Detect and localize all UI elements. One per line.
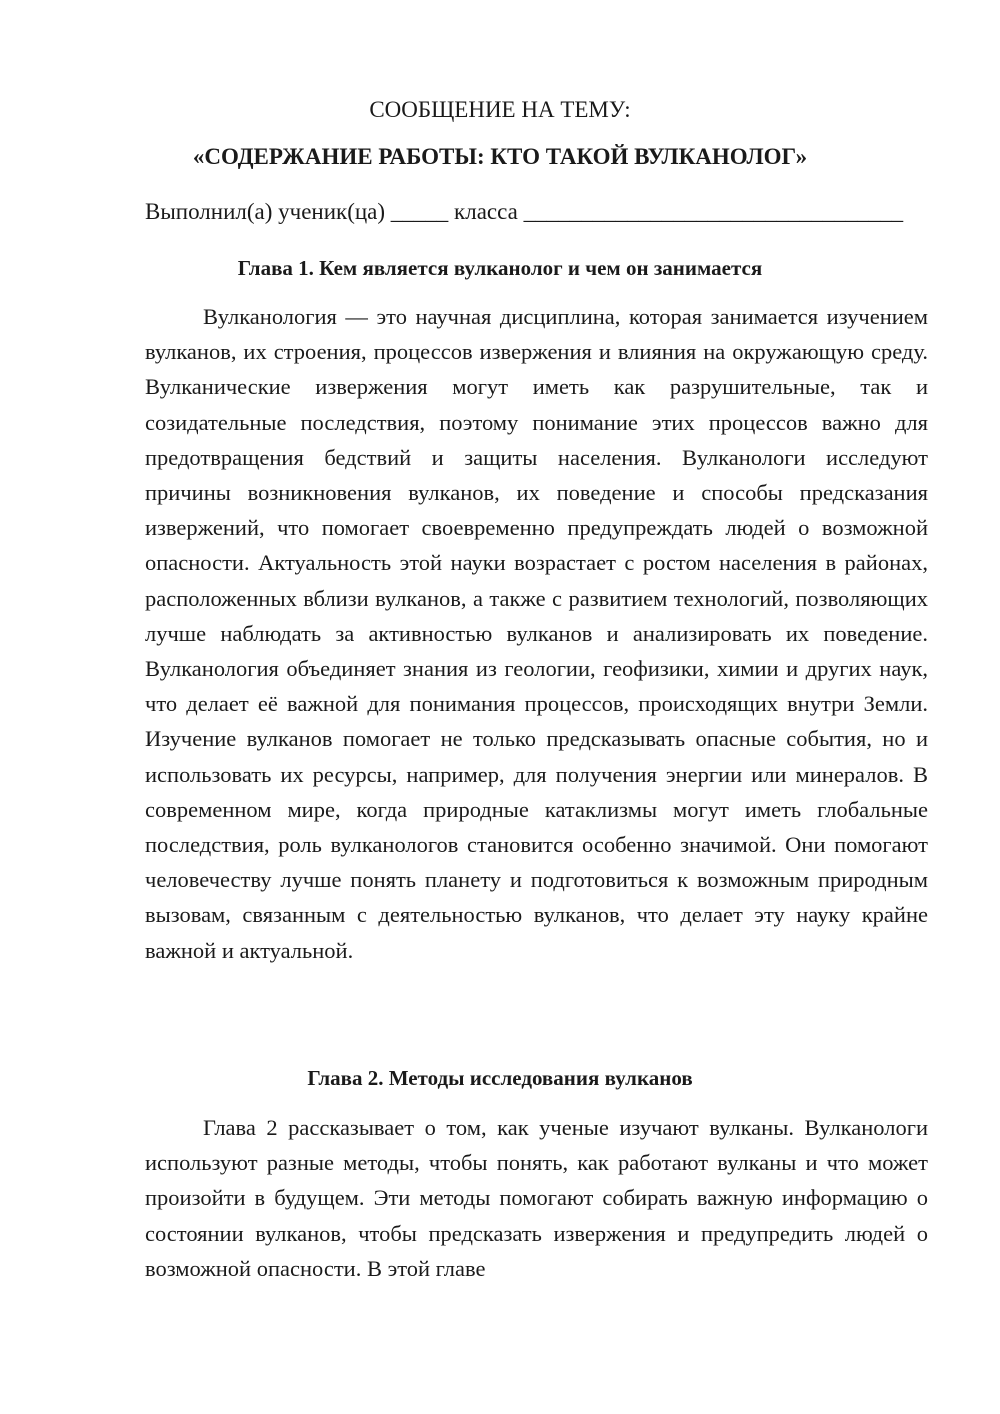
author-byline: Выполнил(а) ученик(ца) _____ класса _________________________________ bbox=[145, 199, 904, 224]
chapter-2-paragraph: Глава 2 рассказывает о том, как ученые изучают вулканы. Вулканологи используют разные методы, чтобы понять, как работают вулканы и что может произойти в будущем. Эти методы помогают собирать важную информацию о состоянии вулканов, чтобы предсказать извержения и предупредить людей о возможной опасности. В этой главе bbox=[145, 1115, 928, 1281]
document-title-line1: СООБЩЕНИЕ НА ТЕМУ: bbox=[369, 97, 631, 122]
chapter-2-heading: Глава 2. Методы исследования вулканов bbox=[307, 1066, 693, 1090]
chapter-1-heading: Глава 1. Кем является вулканолог и чем он занимается bbox=[237, 256, 763, 280]
document-title-line2: «СОДЕРЖАНИЕ РАБОТЫ: КТО ТАКОЙ ВУЛКАНОЛОГ» bbox=[192, 144, 808, 169]
chapter-1-paragraph: Вулканология — это научная дисциплина, которая занимается изучением вулканов, их строения, процессов извержения и влияния на окружающую среду. Вулканические извержения могут иметь как разрушительные, так и созидательные последствия, поэтому понимание этих процессов важно для предотвращения бедствий и защиты населения. Вулканологи исследуют причины возникновения вулканов, их поведение и способы предсказания извержений, что помогает своевременно предупреждать людей о возможной опасности. Актуальность этой науки возрастает с ростом населения в районах, расположенных вблизи вулканов, а также с развитием технологий, позволяющих лучше наблюдать за активностью вулканов и анализировать их поведение. Вулканология объединяет знания из геологии, геофизики, химии и других наук, что делает её важной для понимания процессов, происходящих внутри Земли. Изучение вулканов помогает не только предсказывать опасные события, но и использовать их ресурсы, например, для получения энергии или минералов. В современном мире, когда природные катаклизмы могут иметь глобальные последствия, роль вулканологов становится особенно значимой. Они помогают человечеству лучше понять планету и подготовиться к возможным природным вызовам, связанным с деятельностью вулканов, что делает эту науку крайне важной и актуальной. bbox=[145, 304, 928, 963]
